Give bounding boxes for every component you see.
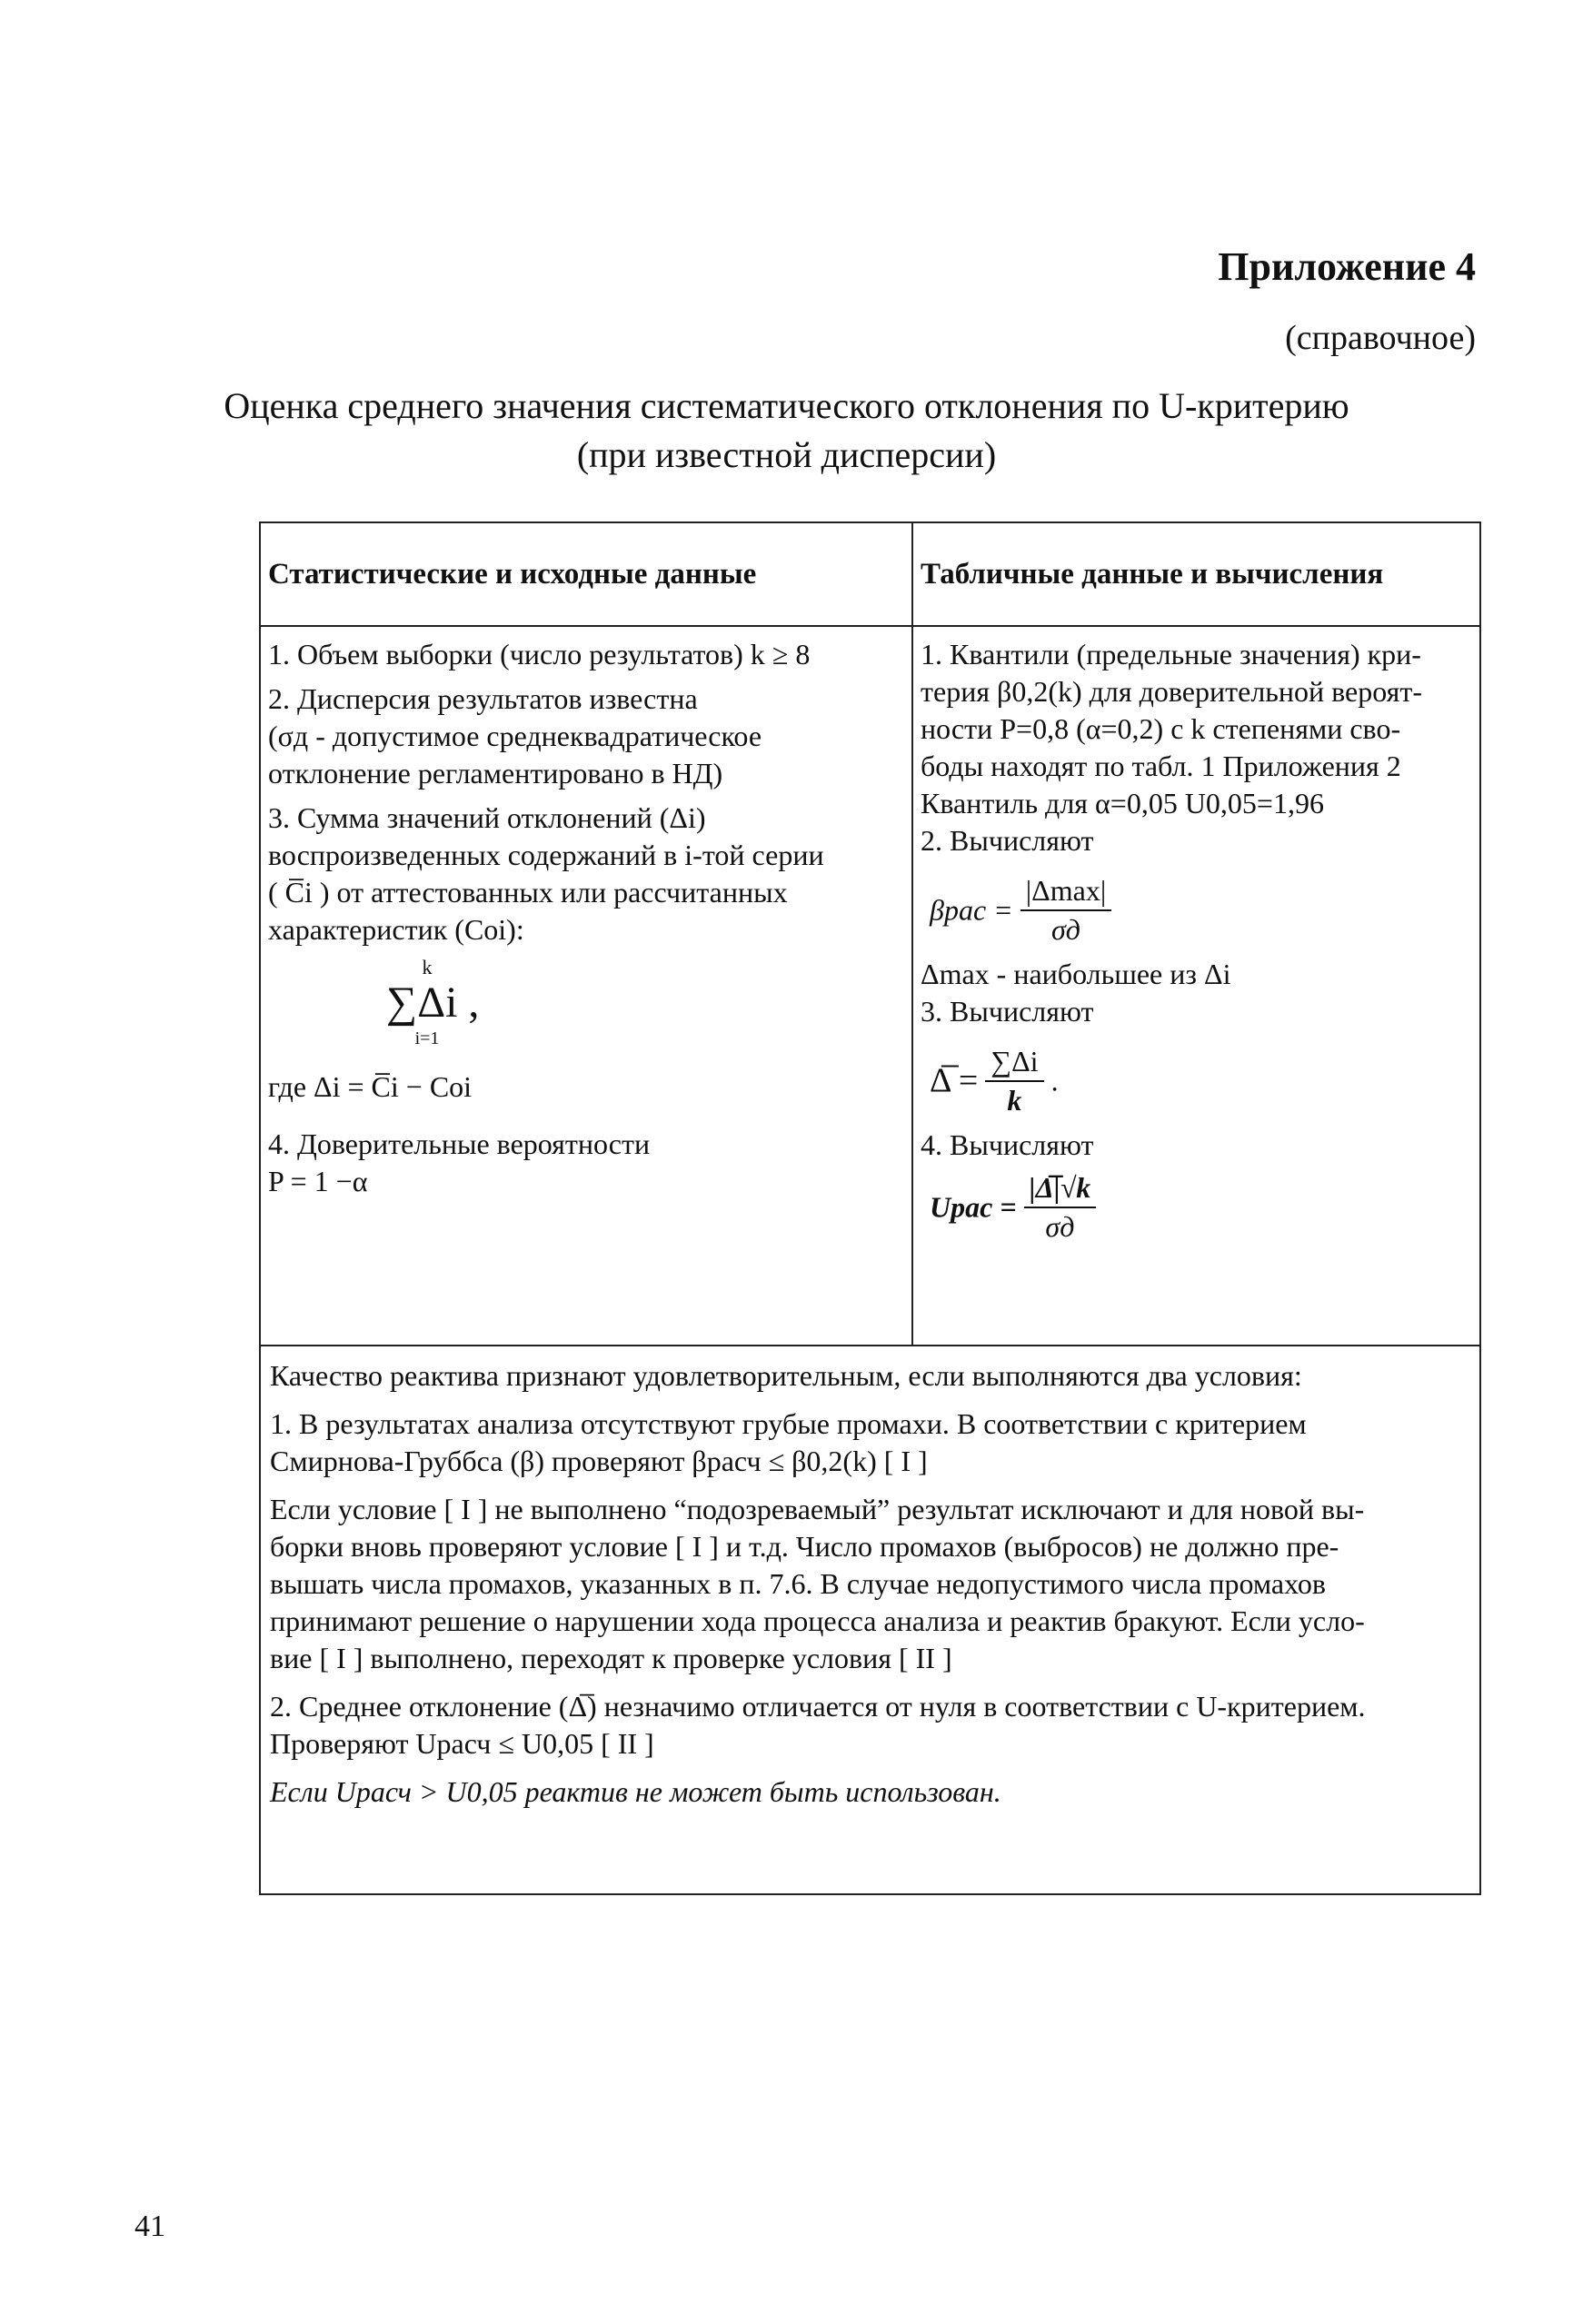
right-item-4: 4. Вычисляют <box>921 1128 1094 1161</box>
reference-label: (справочное) <box>1285 319 1476 357</box>
left-item-1: 1. Объем выборки (число результатов) k ≥ 8 <box>268 638 811 670</box>
delta-mean-formula: Δ̅ = $\frac{\sum\Delta i}{k}$ . <box>930 1045 1059 1117</box>
calculations-cell <box>912 626 1480 1346</box>
rejection-note: Если Uрасч > U0,05 реактив не может быть использован. <box>270 1775 1001 1808</box>
delta-max-line: Δmax - наибольшее из Δi <box>921 958 1231 990</box>
page-number: 41 <box>134 2210 165 2243</box>
source-data-cell <box>260 626 912 1346</box>
conditions-intro: Качество реактива признают удовлетворительным, если выполняются два условия: <box>270 1359 1302 1392</box>
page-title <box>0 382 1573 480</box>
condition-2: 2. Среднее отклонение (Δ̅) незначимо отличается от нуля в соответствии с U-критерием. Проверяют Uрасч ≤ U0,05 [ II ] <box>270 1690 1366 1760</box>
condition-1-failure: Если условие [ I ] не выполнено “подозреваемый” результат исключают и для новой вы- борки вновь проверяют условие [ I ] и т.д. Число промахов (выбросов) не должно пре- вышать числа промахов, указанных в п. 7.6. В случае недопустимого числа промахов принимают решение о нарушении хода процесса анализа и реактив бракуют. Если усло- вие [ I ] выполнено, переходят к проверке условия [ II ] <box>270 1493 1365 1674</box>
left-item-3: 3. Сумма значений отклонений (Δi) воспроизведенных содержаний в i-той серии ( C̅i ) от аттестованных или рассчитанных характеристик (Coi): <box>268 801 824 946</box>
left-column-header: Статистические и исходные данные <box>260 522 912 626</box>
criteria-table <box>259 521 1481 1895</box>
right-item-2: 2. Вычисляют <box>921 824 1094 857</box>
title-line-1: Оценка среднего значения систематического отклонения по U-критерию <box>224 385 1349 426</box>
title-line-2: (при известной дисперсии) <box>576 434 997 475</box>
u-formula: Uрас = $\frac{|\Delta̅|√k}{\sigma д}$ <box>930 1169 1472 1246</box>
appendix-label: Приложение 4 <box>1218 244 1476 289</box>
left-item-2: 2. Дисперсия результатов известна (σд - допустимое среднеквадратическое отклонение регламентировано в НД) <box>268 682 762 790</box>
sum-formula: k ∑Δi , i=1 <box>386 956 480 1048</box>
beta-formula: βрас = $\frac{|\Delta\max|}{\sigma д}$ <box>930 872 1472 948</box>
right-item-1: 1. Квантили (предельные значения) кри- терия β0,2(k) для доверительной вероят- ности P=0,8 (α=0,2) с k степенями сво- боды находят по табл. 1 Приложения 2 Квантиль для α=0,05 U0,05=1,96 <box>921 638 1422 819</box>
left-item-4: 4. Доверительные вероятности P = 1 −α <box>268 1127 651 1197</box>
right-column-header: Табличные данные и вычисления <box>912 522 1480 626</box>
where-line: где Δi = C̅i − Coi <box>268 1070 473 1103</box>
acceptance-conditions-cell <box>260 1346 1480 1894</box>
right-item-3: 3. Вычисляют <box>921 995 1094 1028</box>
condition-1: 1. В результатах анализа отсутствуют грубые промахи. В соответствии с критерием Смирнова-Груббса (β) проверяют βрасч ≤ β0,2(k) [ I ] <box>270 1407 1307 1477</box>
